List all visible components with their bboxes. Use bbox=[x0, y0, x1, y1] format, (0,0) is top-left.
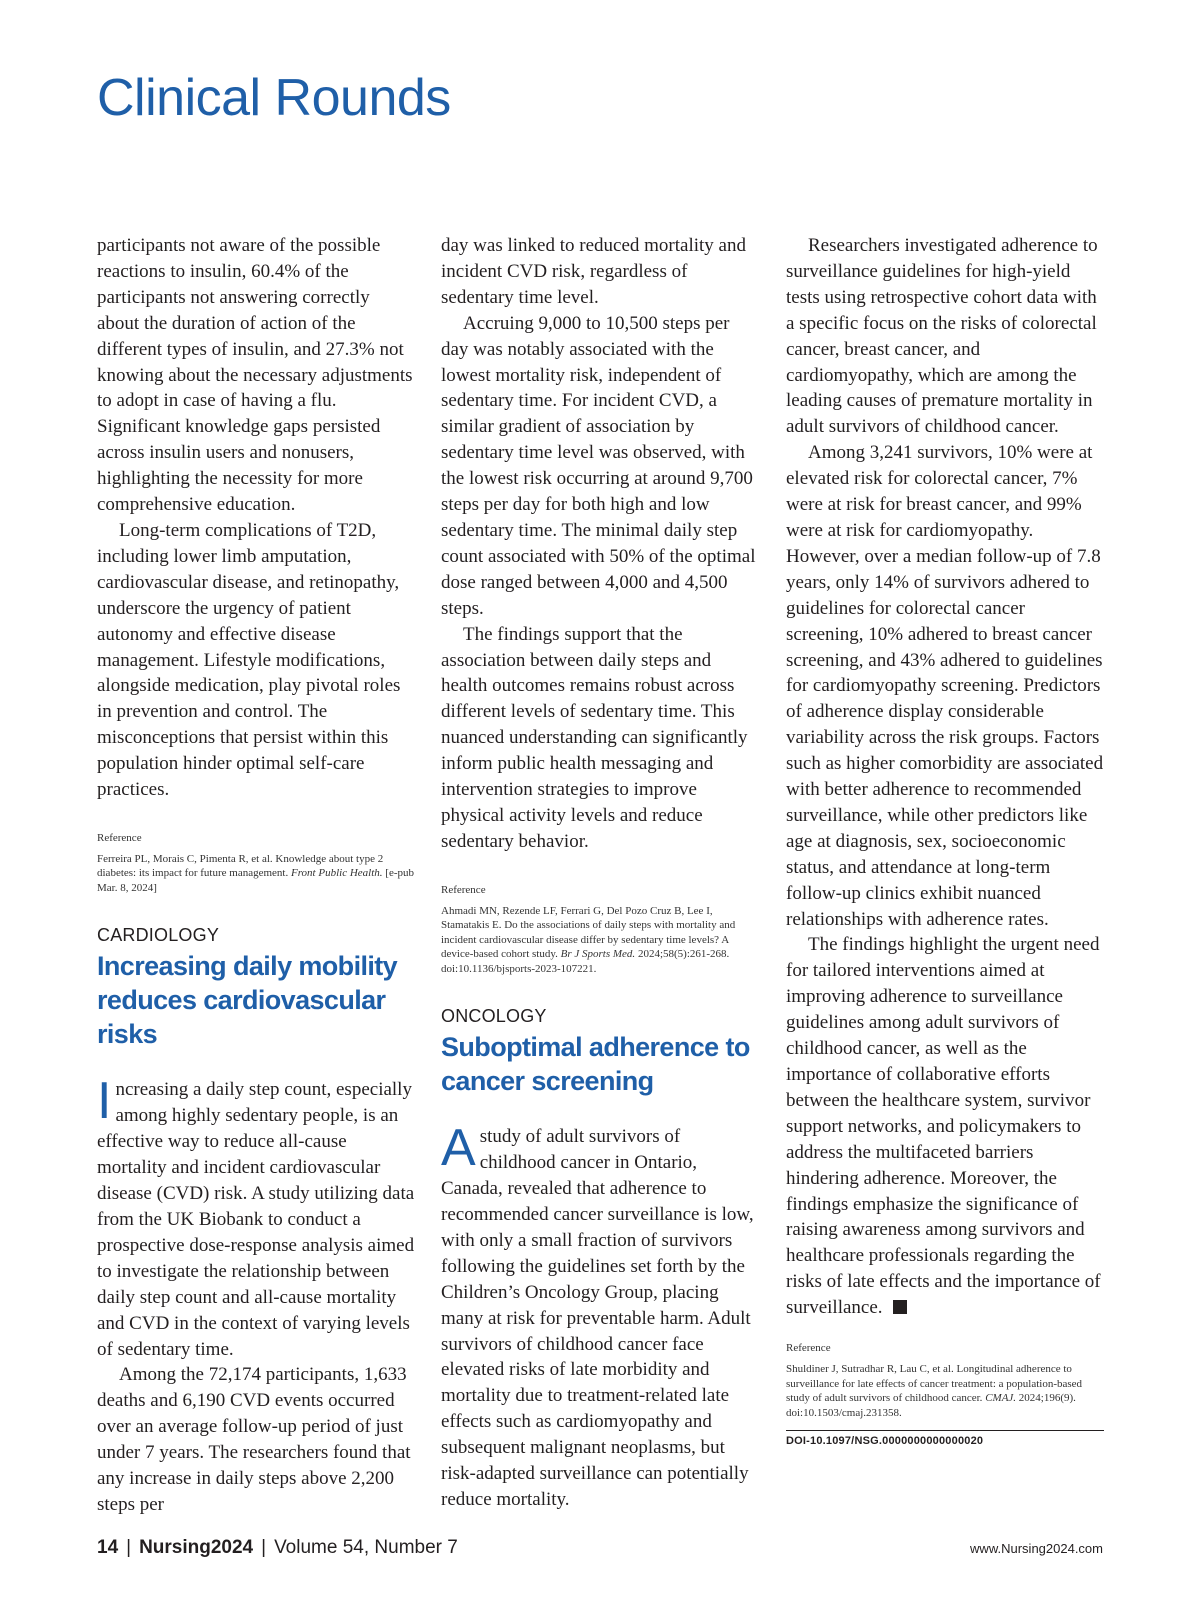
section-kicker-cardiology: CARDIOLOGY bbox=[97, 925, 220, 946]
footer-folio bbox=[97, 1537, 458, 1559]
doi-divider bbox=[786, 1430, 1104, 1431]
doi-identifier: DOI-10.1097/NSG.0000000000000020 bbox=[786, 1435, 984, 1448]
website-url: www.Nursing2024.com bbox=[970, 1541, 1103, 1556]
drop-cap: I bbox=[97, 1072, 112, 1131]
reference-details: 2024;58(5):261-268. doi:10.1136/bjsports-2023-107221. bbox=[441, 948, 730, 975]
body-paragraph: The findings support that the association between daily steps and health outcomes remains robust across different levels of sedentary time. This nuanced understanding can significantly inform public health messaging and intervention strategies to improve physical activity levels and reduce sedentary behavior. bbox=[441, 623, 748, 852]
end-of-article-mark bbox=[893, 1300, 907, 1314]
footer-divider: | bbox=[126, 1537, 132, 1558]
body-paragraph: Among the 72,174 participants, 1,633 deaths and 6,190 CVD events occurred over an average follow-up period of just under 7 years. The researchers found that any increase in daily steps above 2,200 steps per bbox=[97, 1364, 411, 1515]
footer-divider: | bbox=[261, 1537, 267, 1558]
reference-journal: Front Public Health. bbox=[290, 867, 383, 880]
reference-label: Reference bbox=[441, 883, 486, 896]
body-paragraph: Researchers investigated adherence to surveillance guidelines for high-yield tests using retrospective cohort data with a specific focus on the risks of colorectal cancer, breast cancer, and cardiomyopathy, which are among the leading causes of premature mortality in adult survivors of childhood cancer. bbox=[786, 235, 1098, 438]
article-headline-cardiology: Increasing daily mobility reduces cardiovascular risks bbox=[97, 951, 398, 1050]
reference-authors-title: Shuldiner J, Sutradhar R, Lau C, et al. Longitudinal adherence to surveillance for late effects of cancer treatment: a population-based study of adult survivors of childhood cancer. bbox=[786, 1363, 1083, 1405]
reference-journal: Br J Sports Med. bbox=[560, 948, 636, 961]
body-paragraph: Accruing 9,000 to 10,500 steps per day was notably associated with the lowest mortality risk, independent of sedentary time. For incident CVD, a similar gradient of association by sedentary time level was observed, with the lowest risk occurring at around 9,700 steps per day for both high and low sedentary time. The minimal daily step count associated with 50% of the optimal dose ranged between 4,000 and 4,500 steps. bbox=[441, 312, 756, 619]
reference-details: 2024;196(9). doi:10.1503/cmaj.231358. bbox=[786, 1392, 1076, 1419]
body-paragraph: day was linked to reduced mortality and incident CVD risk, regardless of sedentary time level. bbox=[441, 235, 746, 308]
reference-text bbox=[786, 1362, 1104, 1420]
reference-label: Reference bbox=[786, 1342, 831, 1355]
reference-text bbox=[441, 904, 759, 977]
body-paragraph: participants not aware of the possible reactions to insulin, 60.4% of the participants not answering correctly about the duration of action of the different types of insulin, and 27.3% not knowing about the necessary adjustments to adopt in case of having a flu. Significant knowledge gaps persisted across insulin users and nonusers, highlighting the necessity for more comprehensive education. bbox=[97, 235, 413, 516]
lead-paragraph-text: study of adult survivors of childhood cancer in Ontario, Canada, revealed that adherence to recommended cancer surveillance is low, with only a small fraction of survivors following the guidelines set forth by the Children’s Oncology Group, placing many at risk for preventable harm. Adult survivors of childhood cancer face elevated risks of late morbidity and mortality due to treatment-related late effects such as cardiomyopathy and subsequent malignant neoplasms, but risk-adapted surveillance can potentially reduce mortality. bbox=[441, 1126, 754, 1510]
volume-issue: Volume 54, Number 7 bbox=[274, 1537, 458, 1558]
column-2 bbox=[441, 233, 759, 1513]
publication-name: Nursing2024 bbox=[139, 1537, 254, 1558]
section-kicker-oncology: ONCOLOGY bbox=[441, 1006, 547, 1027]
page-footer bbox=[97, 1537, 1103, 1563]
column-3 bbox=[786, 233, 1104, 1447]
page-number: 14 bbox=[97, 1537, 119, 1558]
body-paragraph: Long-term complications of T2D, including lower limb amputation, cardiovascular disease, and retinopathy, underscore the urgency of patient autonomy and effective disease management. Lifestyle modifications, alongside medication, play pivotal roles in prevention and control. The misconceptions that persist within this population hinder optimal self-care practices. bbox=[97, 519, 401, 801]
lead-paragraph bbox=[97, 1072, 415, 1362]
column-1 bbox=[97, 233, 415, 1518]
lead-paragraph-text: ncreasing a daily step count, especially among highly sedentary people, is an effective way to reduce all-cause mortality and incident cardiovascular disease (CVD) risk. A study utilizing data from the UK Biobank to conduct a prospective dose-response analysis aimed to investigate the relationship between daily step count and all-cause mortality and CVD in the context of varying levels of sedentary time. bbox=[97, 1079, 415, 1360]
body-paragraph bbox=[786, 932, 1104, 1321]
reference-journal: CMAJ. bbox=[985, 1392, 1017, 1405]
section-title: Clinical Rounds bbox=[97, 69, 451, 127]
body-paragraph: Among 3,241 survivors, 10% were at elevated risk for colorectal cancer, 7% were at risk for breast cancer, and 99% were at risk for cardiomyopathy. However, over a median follow-up of 7.8 years, only 14% of survivors adhered to guidelines for colorectal cancer screening, 10% adhered to breast cancer screening, and 43% adhered to guidelines for cardiomyopathy screening. Predictors of adherence display considerable variability across the risk groups. Factors such as higher comorbidity are associated with better adherence to recommended surveillance, while other predictors like age at diagnosis, sex, socioeconomic status, and attendance at long-term follow-up clinics exhibit nuanced relationships with adherence rates. bbox=[786, 442, 1104, 930]
article-headline-oncology: Suboptimal adherence to cancer screening bbox=[441, 1032, 750, 1097]
reference-authors-title: Ahmadi MN, Rezende LF, Ferrari G, Del Pozo Cruz B, Lee I, Stamatakis E. Do the associations of daily steps with mortality and incident cardiovascular disease differ by sedentary time levels? A device-based cohort study. bbox=[441, 904, 736, 961]
reference-label: Reference bbox=[97, 831, 142, 844]
lead-paragraph bbox=[441, 1119, 759, 1513]
body-paragraph-text: The findings highlight the urgent need for tailored interventions aimed at improving adherence to surveillance guidelines among adult survivors of childhood cancer, as well as the importance of collaborative efforts between the healthcare system, survivor support networks, and policymakers to address the multifaceted barriers hindering adherence. Moreover, the findings emphasize the significance of raising awareness among survivors and healthcare professionals regarding the risks of late effects and the importance of surveillance. bbox=[786, 934, 1101, 1319]
reference-authors-title: Ferreira PL, Morais C, Pimenta R, et al. Knowledge about type 2 diabetes: its impact for future management. bbox=[97, 852, 384, 880]
drop-cap: A bbox=[441, 1119, 476, 1178]
reference-text bbox=[97, 852, 415, 896]
reference-details: [e-pub Mar. 8, 2024] bbox=[97, 867, 414, 894]
